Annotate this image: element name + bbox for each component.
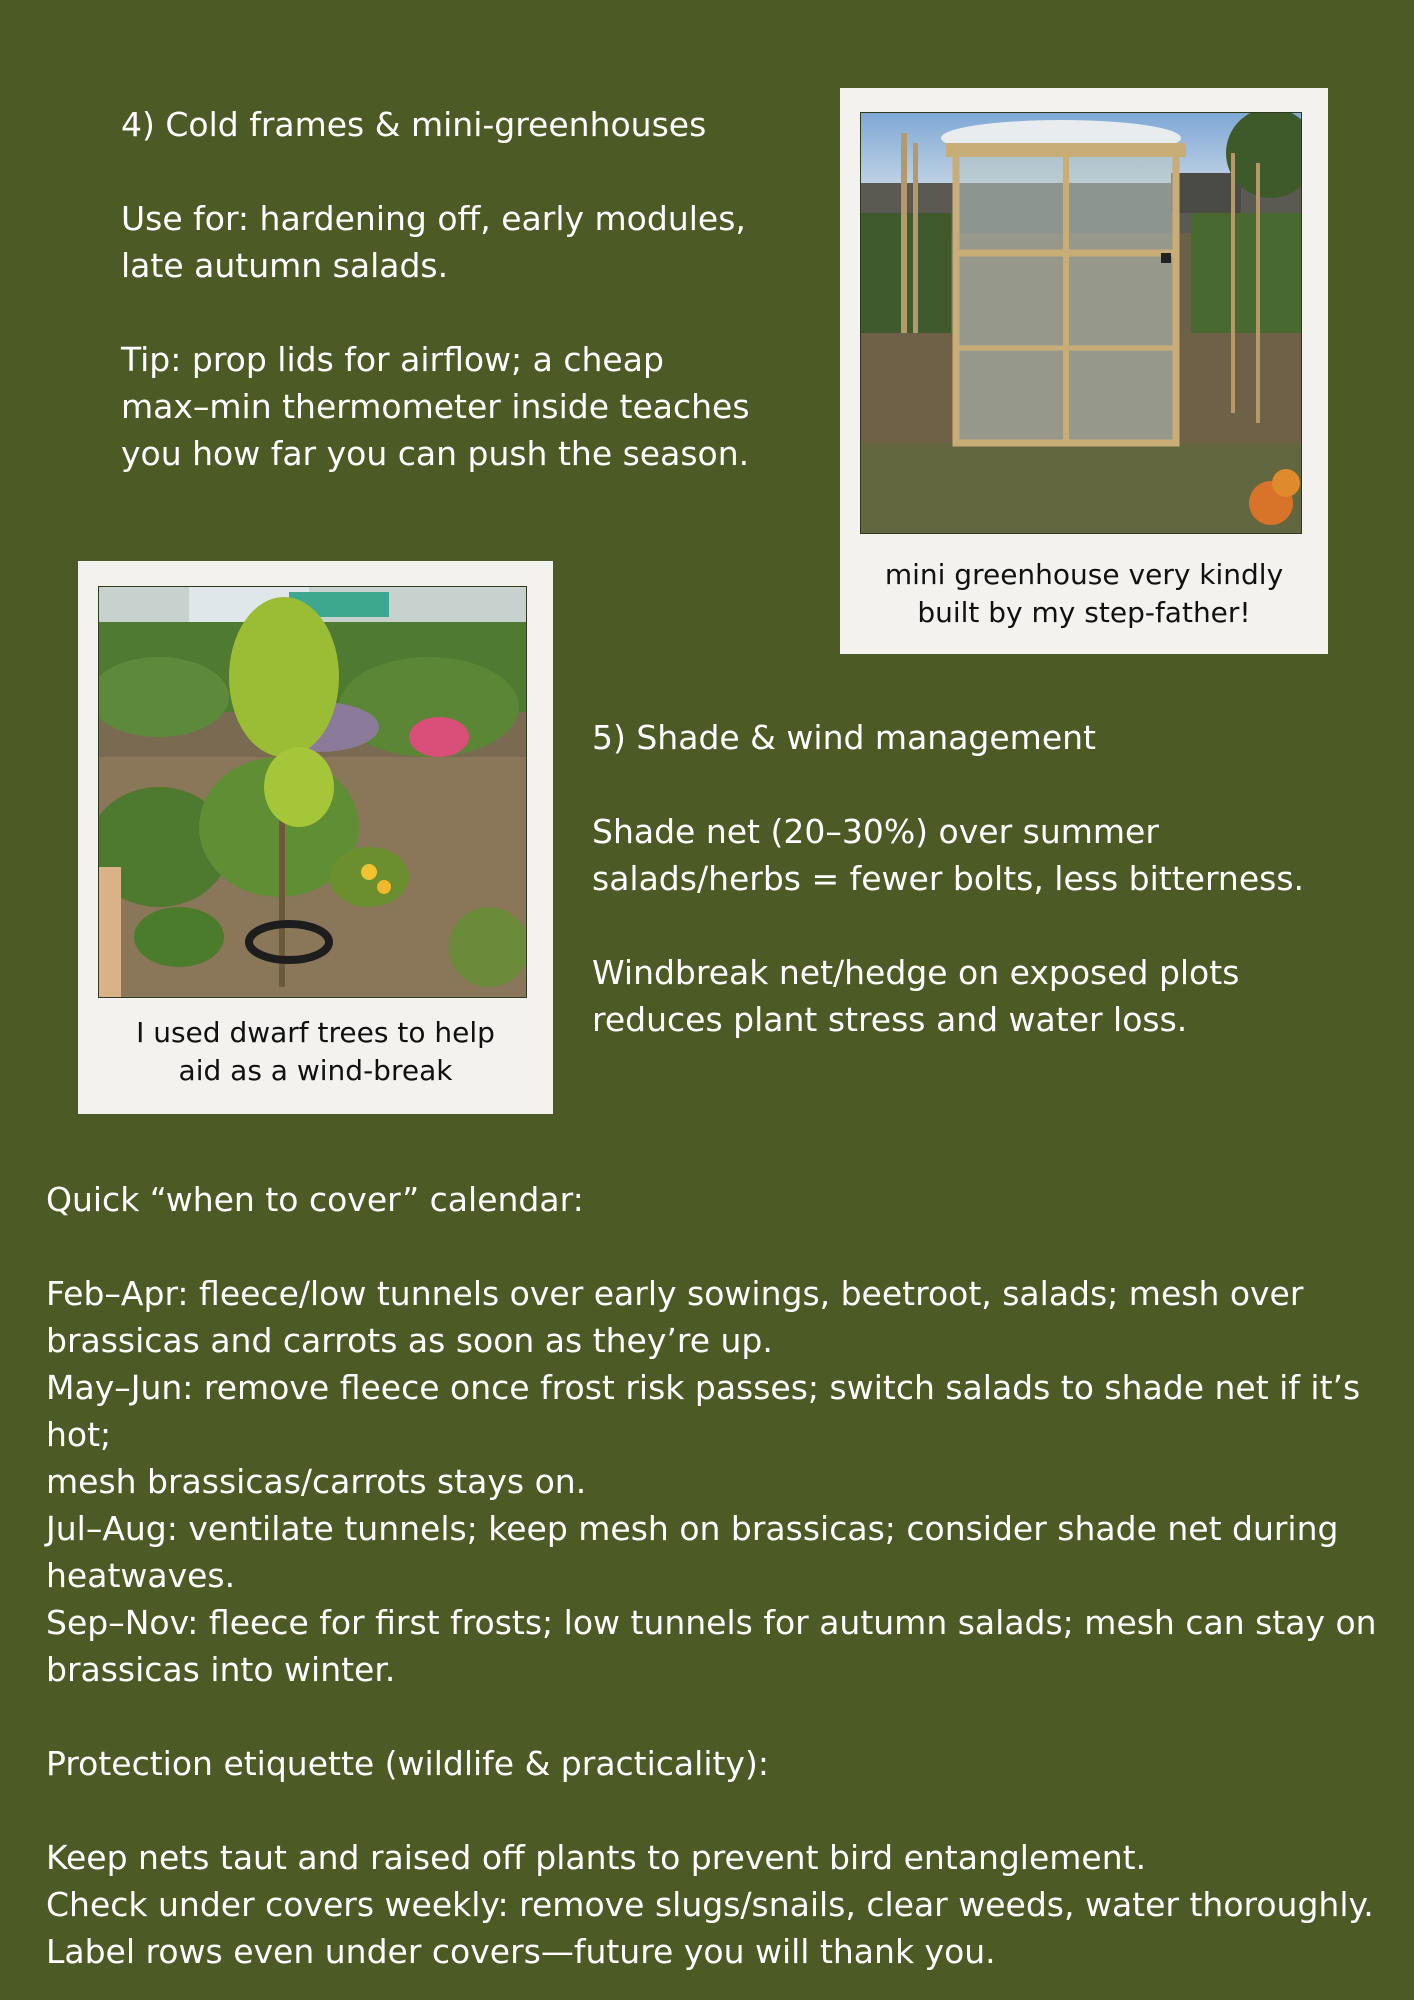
etiquette-item-nets: Keep nets taut and raised off plants to prevent bird entanglement. <box>46 1838 1147 1877</box>
section-5-wind: Windbreak net/hedge on exposed plots reduces plant stress and water loss. <box>592 953 1240 1039</box>
etiquette-heading: Protection etiquette (wildlife & practicality): <box>46 1744 769 1783</box>
photo-card-greenhouse <box>840 88 1328 654</box>
greenhouse-photo <box>860 112 1302 534</box>
section-calendar <box>46 1176 1396 1975</box>
section-shade-wind <box>592 714 1352 1043</box>
dwarf-trees-caption: I used dwarf trees to help aid as a wind-break <box>136 1016 495 1087</box>
etiquette-item-check: Check under covers weekly: remove slugs/snails, clear weeds, water thoroughly. <box>46 1885 1374 1924</box>
calendar-heading: Quick “when to cover” calendar: <box>46 1180 584 1219</box>
section-4-use-for: Use for: hardening off, early modules, late autumn salads. <box>121 199 746 285</box>
greenhouse-caption: mini greenhouse very kindly built by my step-father! <box>884 558 1284 629</box>
calendar-item-sep-nov: Sep–Nov: fleece for first frosts; low tunnels for autumn salads; mesh can stay on brassicas into winter. <box>46 1603 1377 1689</box>
calendar-item-may-jun: May–Jun: remove fleece once frost risk passes; switch salads to shade net if it’s hot; mesh brassicas/carrots stays on. <box>46 1368 1361 1501</box>
section-5-heading: 5) Shade & wind management <box>592 718 1096 757</box>
calendar-item-feb-apr: Feb–Apr: fleece/low tunnels over early sowings, beetroot, salads; mesh over brassicas and carrots as soon as they’re up. <box>46 1274 1304 1360</box>
calendar-item-jul-aug: Jul–Aug: ventilate tunnels; keep mesh on brassicas; consider shade net during heatwaves. <box>46 1509 1339 1595</box>
etiquette-item-label: Label rows even under covers—future you will thank you. <box>46 1932 996 1971</box>
photo-card-dwarf-trees <box>78 561 553 1114</box>
section-cold-frames <box>121 101 781 477</box>
section-5-shade: Shade net (20–30%) over summer salads/herbs = fewer bolts, less bitterness. <box>592 812 1305 898</box>
section-4-tip: Tip: prop lids for airflow; a cheap max–min thermometer inside teaches you how far you can push the season. <box>121 340 750 473</box>
section-4-heading: 4) Cold frames & mini-greenhouses <box>121 105 707 144</box>
dwarf-trees-photo <box>98 586 527 998</box>
